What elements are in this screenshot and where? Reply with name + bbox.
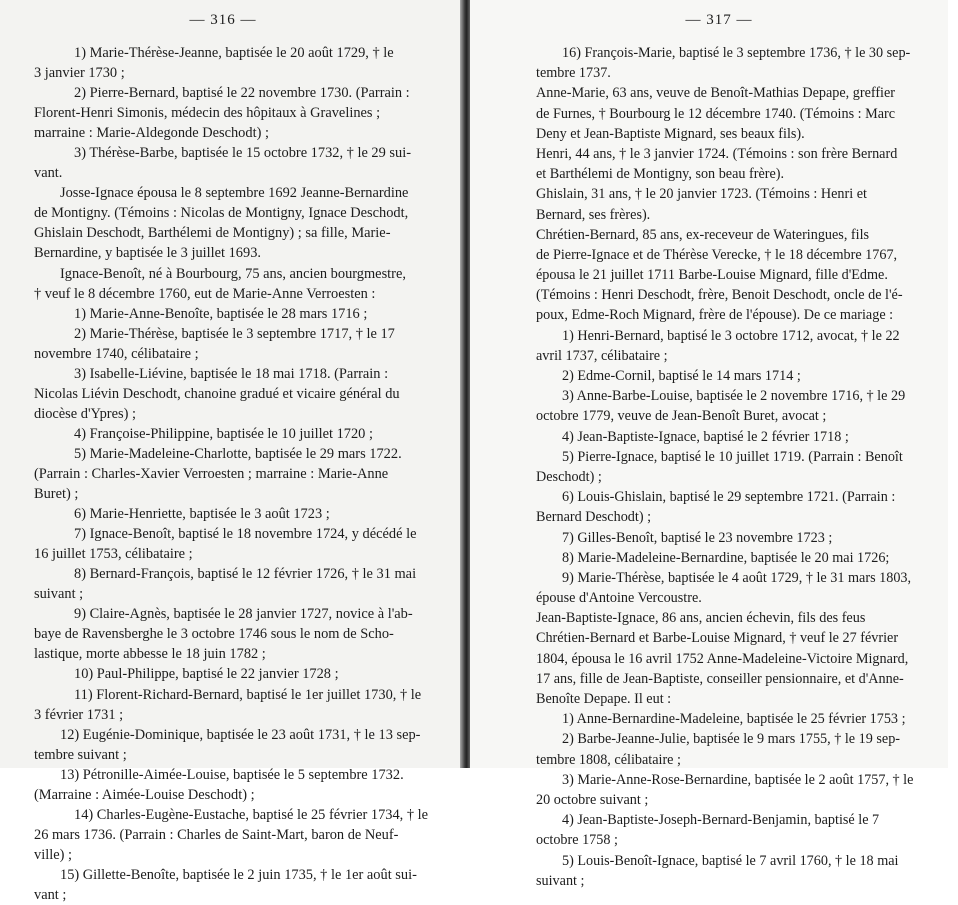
text-line: poux, Edme-Roch Mignard, frère de l'épouse). De ce mariage : xyxy=(536,307,894,324)
text-line: 10) Paul-Philippe, baptisé le 22 janvier 1728 ; xyxy=(74,666,339,683)
text-line: octobre 1758 ; xyxy=(536,832,618,849)
text-line: 2) Pierre-Bernard, baptisé le 22 novembre 1730. (Parrain : xyxy=(74,85,410,102)
text-line: Chrétien-Bernard, 85 ans, ex-receveur de Wateringues, fils xyxy=(536,226,870,243)
text-line: 4) Jean-Baptiste-Ignace, baptisé le 2 février 1718 ; xyxy=(562,428,849,445)
text-line: marraine : Marie-Aldegonde Deschodt) ; xyxy=(34,125,269,142)
text-line: suivant ; xyxy=(34,586,84,603)
text-line: baye de Ravensberghe le 3 octobre 1746 sous le nom de Scho- xyxy=(34,626,394,643)
text-line: 3 janvier 1730 ; xyxy=(34,65,125,82)
text-line: 17 ans, fille de Jean-Baptiste, conseiller pensionnaire, et d'Anne- xyxy=(536,670,904,687)
right-page xyxy=(470,0,948,889)
text-line: 5) Marie-Madeleine-Charlotte, baptisée le 29 mars 1722. xyxy=(74,445,402,462)
text-line: 7) Ignace-Benoît, baptisé le 18 novembre 1724, y décédé le xyxy=(74,526,417,543)
text-line: de Montigny. (Témoins : Nicolas de Montigny, Ignace Deschodt, xyxy=(34,205,409,222)
text-line: tembre 1808, célibataire ; xyxy=(536,751,681,768)
text-line: 20 octobre suivant ; xyxy=(536,791,649,808)
left-page-text xyxy=(34,43,452,905)
text-line: 6) Louis-Ghislain, baptisé le 29 septembre 1721. (Parrain : xyxy=(562,489,896,506)
text-line: Chrétien-Bernard et Barbe-Louise Mignard, † veuf le 27 février xyxy=(536,630,899,647)
text-line: 1) Marie-Anne-Benoîte, baptisée le 28 mars 1716 ; xyxy=(74,305,368,322)
text-line: Nicolas Liévin Deschodt, chanoine gradué et vicaire général du xyxy=(34,385,400,402)
text-line: tembre suivant ; xyxy=(34,746,127,763)
text-line: épousa le 21 juillet 1711 Barbe-Louise Mignard, fille d'Edme. xyxy=(536,267,888,284)
text-line: † veuf le 8 décembre 1760, eut de Marie-Anne Verroesten : xyxy=(34,285,376,302)
text-line: suivant ; xyxy=(536,872,585,889)
page-number-317: — 317 — xyxy=(685,12,753,28)
text-line: 13) Pétronille-Aimée-Louise, baptisée le 5 septembre 1732. xyxy=(60,766,404,783)
text-line: Benoîte Depape. Il eut : xyxy=(536,691,672,707)
text-line: Anne-Marie, 63 ans, veuve de Benoît-Mathias Depape, greffier xyxy=(536,85,896,102)
text-line: 1804, épousa le 16 avril 1752 Anne-Madeleine-Victoire Mignard, xyxy=(536,650,909,667)
text-line: 16 juillet 1753, célibataire ; xyxy=(34,546,193,563)
text-line: de Furnes, † Bourbourg le 12 décembre 1740. (Témoins : Marc xyxy=(536,105,896,122)
text-line: vant ; xyxy=(34,886,67,903)
text-line: Bernard Deschodt) ; xyxy=(536,509,652,526)
text-line: 11) Florent-Richard-Bernard, baptisé le 1er juillet 1730, † le xyxy=(74,686,422,703)
text-line: 8) Bernard-François, baptisé le 12 février 1726, † le 31 mai xyxy=(74,566,417,583)
text-line: 1) Marie-Thérèse-Jeanne, baptisée le 20 août 1729, † le xyxy=(74,45,394,61)
text-line: 3) Anne-Barbe-Louise, baptisée le 2 novembre 1716, † le 29 xyxy=(562,388,906,405)
text-line: de Pierre-Ignace et de Thérèse Verecke, † le 18 décembre 1767, xyxy=(536,246,898,263)
text-line: Ghislain, 31 ans, † le 20 janvier 1723. (Témoins : Henri et xyxy=(536,186,867,203)
text-line: Bernardine, y baptisée le 3 juillet 1693. xyxy=(34,245,261,262)
text-line: 1) Anne-Bernardine-Madeleine, baptisée le 25 février 1753 ; xyxy=(562,711,906,728)
text-line: Ghislain Deschodt, Barthélemi de Montigny) ; sa fille, Marie- xyxy=(34,225,391,242)
text-line: Florent-Henri Simonis, médecin des hôpitaux à Gravelines ; xyxy=(34,105,381,122)
text-line: épouse d'Antoine Vercoustre. xyxy=(536,590,702,607)
left-page xyxy=(0,0,462,903)
text-line: diocèse d'Ypres) ; xyxy=(34,405,136,422)
text-line: 2) Edme-Cornil, baptisé le 14 mars 1714 ; xyxy=(562,368,801,384)
text-line: 4) Françoise-Philippine, baptisée le 10 juillet 1720 ; xyxy=(74,425,373,442)
text-line: (Marraine : Aimée-Louise Deschodt) ; xyxy=(34,786,255,803)
text-line: Ignace-Benoît, né à Bourbourg, 75 ans, ancien bourgmestre, xyxy=(60,265,406,282)
text-line: 8) Marie-Madeleine-Bernardine, baptisée le 20 mai 1726; xyxy=(562,549,890,566)
text-line: 3 février 1731 ; xyxy=(34,706,124,723)
text-line: Bernard, ses frères). xyxy=(536,206,651,223)
text-line: avril 1737, célibataire ; xyxy=(536,347,668,364)
text-line: tembre 1737. xyxy=(536,65,611,82)
text-line: novembre 1740, célibataire ; xyxy=(34,345,199,362)
text-line: 26 mars 1736. (Parrain : Charles de Saint-Mart, baron de Neuf- xyxy=(34,826,399,843)
text-line: octobre 1779, veuve de Jean-Benoît Buret, avocat ; xyxy=(536,408,827,425)
text-line: et Barthélemi de Montigny, son beau frère). xyxy=(536,166,785,183)
text-line: 9) Claire-Agnès, baptisée le 28 janvier 1727, novice à l'ab- xyxy=(74,606,413,623)
text-line: 1) Henri-Bernard, baptisé le 3 octobre 1712, avocat, † le 22 xyxy=(562,327,900,344)
text-line: 9) Marie-Thérèse, baptisée le 4 août 1729, † le 31 mars 1803, xyxy=(562,569,912,586)
text-line: ville) ; xyxy=(34,846,72,863)
text-line: Deny et Jean-Baptiste Mignard, ses beaux fils). xyxy=(536,125,805,142)
text-line: 3) Marie-Anne-Rose-Bernardine, baptisée le 2 août 1757, † le xyxy=(562,771,914,788)
text-line: 2) Marie-Thérèse, baptisée le 3 septembre 1717, † le 17 xyxy=(74,325,395,342)
page-number-316: — 316 — xyxy=(189,12,257,28)
text-line: 7) Gilles-Benoît, baptisé le 23 novembre 1723 ; xyxy=(562,529,833,546)
text-line: 5) Pierre-Ignace, baptisé le 10 juillet 1719. (Parrain : Benoît xyxy=(562,448,903,465)
text-line: 14) Charles-Eugène-Eustache, baptisé le 25 février 1734, † le xyxy=(74,806,429,823)
text-line: 15) Gillette-Benoîte, baptisée le 2 juin 1735, † le 1er août sui- xyxy=(60,866,417,883)
text-line: Buret) ; xyxy=(34,486,79,503)
text-line: Henri, 44 ans, † le 3 janvier 1724. (Témoins : son frère Bernard xyxy=(536,145,898,162)
text-line: 6) Marie-Henriette, baptisée le 3 août 1723 ; xyxy=(74,506,330,523)
text-line: Jean-Baptiste-Ignace, 86 ans, ancien échevin, fils des feus xyxy=(536,610,866,627)
text-line: 12) Eugénie-Dominique, baptisée le 23 août 1731, † le 13 sep- xyxy=(60,726,421,743)
text-line: Josse-Ignace épousa le 8 septembre 1692 Jeanne-Bernardine xyxy=(60,185,409,202)
right-page-text xyxy=(536,43,936,891)
text-line: 3) Thérèse-Barbe, baptisée le 15 octobre 1732, † le 29 sui- xyxy=(74,145,412,162)
text-line: lastique, morte abbesse le 18 juin 1782 ; xyxy=(34,646,266,663)
text-line: (Témoins : Henri Deschodt, frère, Benoit Deschodt, oncle de l'é- xyxy=(536,287,903,304)
text-line: 16) François-Marie, baptisé le 3 septembre 1736, † le 30 sep- xyxy=(562,45,911,61)
text-line: 4) Jean-Baptiste-Joseph-Bernard-Benjamin, baptisé le 7 xyxy=(562,812,880,829)
text-line: 2) Barbe-Jeanne-Julie, baptisée le 9 mars 1755, † le 19 sep- xyxy=(562,731,901,748)
text-line: vant. xyxy=(34,165,63,182)
text-line: Deschodt) ; xyxy=(536,468,602,485)
text-line: 3) Isabelle-Liévine, baptisée le 18 mai 1718. (Parrain : xyxy=(74,365,389,382)
text-line: (Parrain : Charles-Xavier Verroesten ; marraine : Marie-Anne xyxy=(34,465,389,482)
text-line: 5) Louis-Benoît-Ignace, baptisé le 7 avril 1760, † le 18 mai xyxy=(562,852,899,869)
